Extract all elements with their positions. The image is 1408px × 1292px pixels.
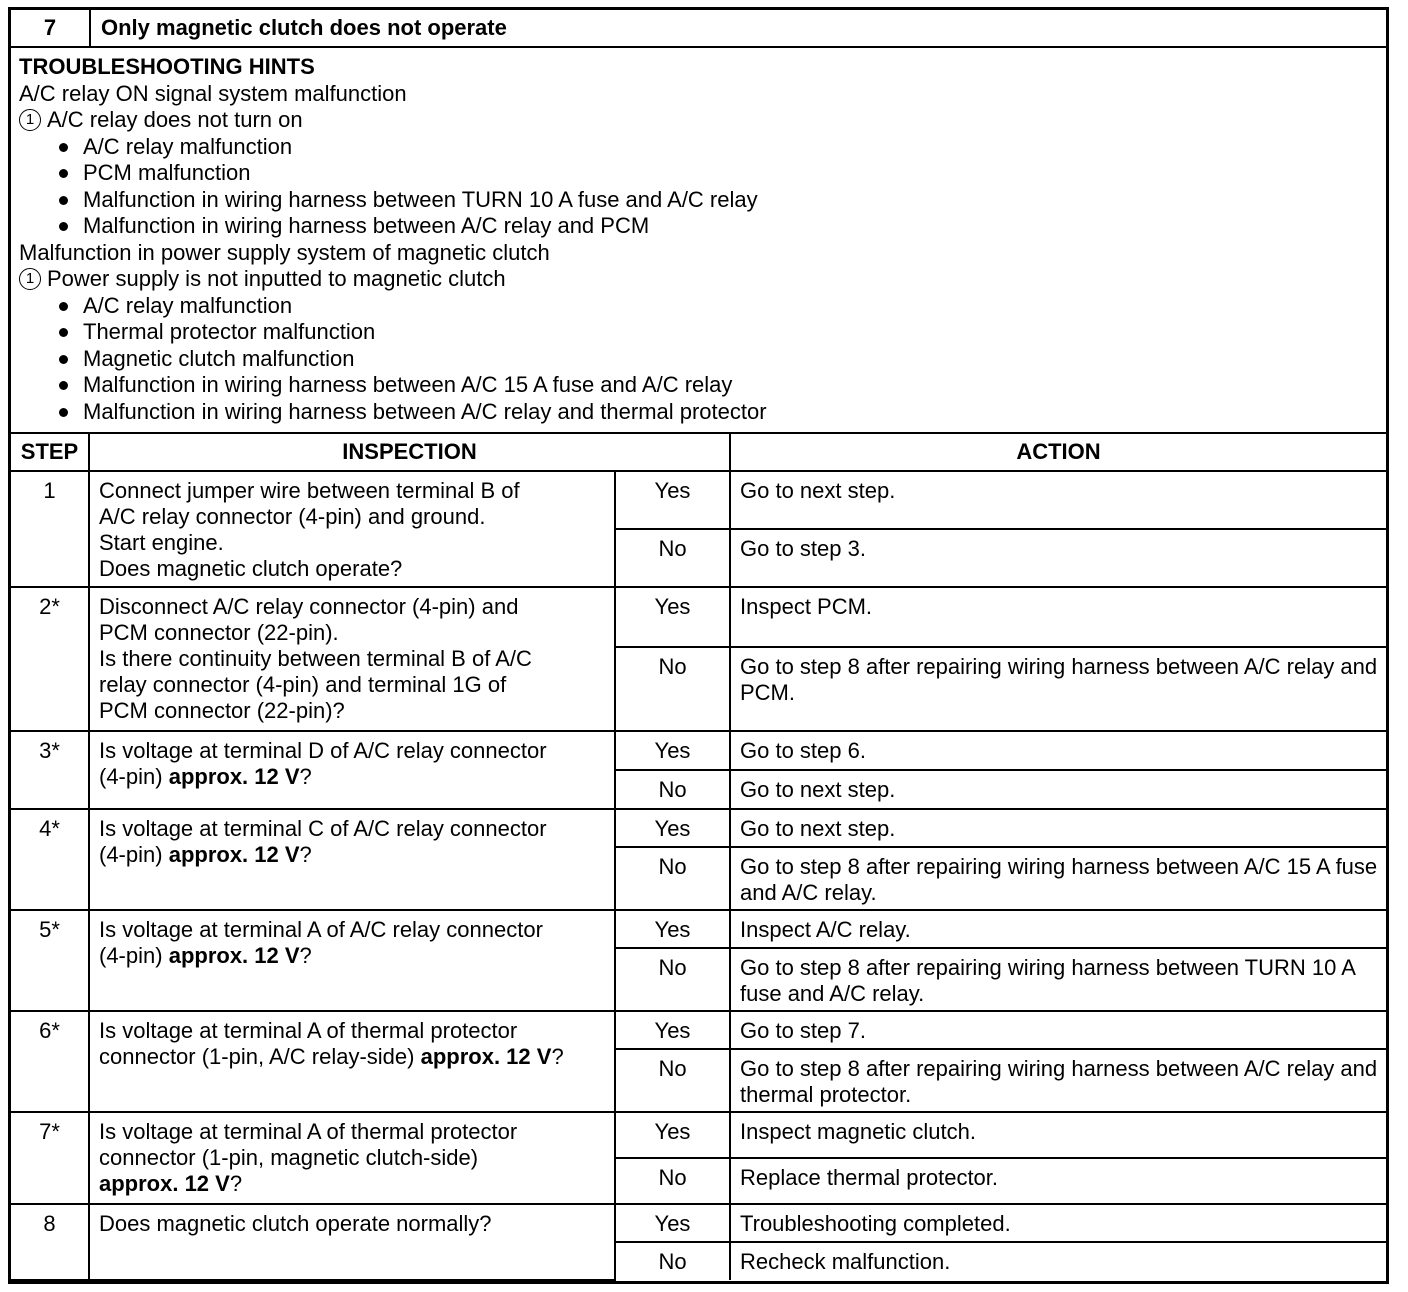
- inspection-line: [99, 1018, 606, 1044]
- yes-label: Yes: [615, 1204, 730, 1242]
- no-action: Go to step 8 after repairing wiring harness between A/C relay and PCM.: [730, 647, 1386, 731]
- table-row: [11, 809, 1386, 847]
- no-label: No: [615, 948, 730, 1011]
- no-label: No: [615, 1158, 730, 1204]
- step-number: 8: [11, 1204, 89, 1280]
- inspection-line: [99, 698, 606, 724]
- hint-item: Thermal protector malfunction: [59, 319, 1378, 346]
- yes-label: Yes: [615, 587, 730, 647]
- inspection-table: [11, 434, 1386, 1281]
- hint-list: [19, 134, 1378, 240]
- step-number: 6*: [11, 1011, 89, 1112]
- no-label: No: [615, 1049, 730, 1112]
- yes-action: Go to next step.: [730, 809, 1386, 847]
- inspection-line: [99, 620, 606, 646]
- inspection-line-text: Is voltage at terminal D of A/C relay connector: [99, 738, 547, 763]
- inspection-line: [99, 816, 606, 842]
- hints-heading: TROUBLESHOOTING HINTS: [19, 54, 315, 79]
- troubleshooting-hints: [11, 48, 1386, 434]
- hint-item: Magnetic clutch malfunction: [59, 346, 1378, 373]
- hint-item: PCM malfunction: [59, 160, 1378, 187]
- yes-action: Go to step 6.: [730, 731, 1386, 770]
- inspection-line-text: Is voltage at terminal A of thermal protector: [99, 1119, 518, 1144]
- action-header: ACTION: [730, 434, 1386, 471]
- inspection-line: [99, 504, 606, 530]
- question-mark: ?: [299, 764, 312, 789]
- hint-subheading: [19, 107, 1378, 134]
- inspection-text: [89, 1112, 615, 1204]
- inspection-line: [99, 1211, 606, 1237]
- inspection-line: [99, 764, 606, 790]
- inspection-header: INSPECTION: [89, 434, 730, 471]
- voltage-spec: approx. 12 V: [168, 842, 300, 867]
- yes-label: Yes: [615, 910, 730, 948]
- inspection-line-text: Does magnetic clutch operate normally?: [99, 1211, 492, 1236]
- yes-action: Inspect magnetic clutch.: [730, 1112, 1386, 1158]
- yes-action: Go to next step.: [730, 471, 1386, 529]
- hint-item: Malfunction in wiring harness between A/C relay and PCM: [59, 213, 1378, 240]
- procedure-number: 7: [11, 10, 91, 46]
- no-action: Go to step 8 after repairing wiring harness between TURN 10 A fuse and A/C relay.: [730, 948, 1386, 1011]
- question-mark: ?: [299, 943, 312, 968]
- no-label: No: [615, 770, 730, 809]
- inspection-text: [89, 731, 615, 809]
- inspection-line: [99, 594, 606, 620]
- inspection-text: [89, 587, 615, 731]
- table-row: [11, 1011, 1386, 1049]
- no-action: Go to step 8 after repairing wiring harness between A/C 15 A fuse and A/C relay.: [730, 847, 1386, 910]
- inspection-line: [99, 943, 606, 969]
- yes-label: Yes: [615, 731, 730, 770]
- inspection-line: [99, 478, 606, 504]
- procedure-title: Only magnetic clutch does not operate: [101, 15, 507, 40]
- inspection-line-text: connector (1-pin, magnetic clutch-side): [99, 1145, 479, 1170]
- inspection-line: [99, 556, 606, 582]
- table-row: [11, 731, 1386, 770]
- yes-action: Go to step 7.: [730, 1011, 1386, 1049]
- table-row: [11, 1204, 1386, 1242]
- inspection-line-text: A/C relay connector (4-pin) and ground.: [99, 504, 486, 529]
- yes-label: Yes: [615, 1011, 730, 1049]
- no-label: No: [615, 529, 730, 587]
- inspection-text: [89, 471, 615, 587]
- inspection-line-text: connector (1-pin, A/C relay-side): [99, 1044, 415, 1069]
- inspection-line: [99, 738, 606, 764]
- step-number: 4*: [11, 809, 89, 910]
- inspection-line-text: (4-pin): [99, 764, 163, 789]
- question-mark: ?: [299, 842, 312, 867]
- yes-action: Troubleshooting completed.: [730, 1204, 1386, 1242]
- step-number: 1: [11, 471, 89, 587]
- inspection-line-text: relay connector (4-pin) and terminal 1G of: [99, 672, 507, 697]
- question-mark: ?: [229, 1171, 243, 1196]
- step-number: 2*: [11, 587, 89, 731]
- inspection-line: [99, 842, 606, 868]
- hint-item: A/C relay malfunction: [59, 134, 1378, 161]
- inspection-line-text: Start engine.: [99, 530, 224, 555]
- step-number: 5*: [11, 910, 89, 1011]
- voltage-spec: approx. 12 V: [168, 943, 300, 968]
- inspection-line: [99, 1145, 606, 1171]
- hint-item: Malfunction in wiring harness between TURN 10 A fuse and A/C relay: [59, 187, 1378, 214]
- no-action: Go to step 3.: [730, 529, 1386, 587]
- inspection-line: [99, 1171, 606, 1197]
- inspection-line: [99, 917, 606, 943]
- inspection-text: [89, 809, 615, 910]
- inspection-line-text: Is voltage at terminal A of A/C relay connector: [99, 917, 543, 942]
- troubleshooting-sheet: [8, 7, 1389, 1284]
- inspection-line-text: Is voltage at terminal C of A/C relay connector: [99, 816, 547, 841]
- hint-group-title: A/C relay ON signal system malfunction: [19, 80, 407, 106]
- table-row: [11, 471, 1386, 529]
- inspection-line-text: Does magnetic clutch operate?: [99, 556, 403, 581]
- hint-item: A/C relay malfunction: [59, 293, 1378, 320]
- inspection-line-text: Connect jumper wire between terminal B of: [99, 478, 520, 503]
- voltage-spec: approx. 12 V: [420, 1044, 552, 1069]
- circled-number-icon: 1: [19, 109, 41, 131]
- step-number: 7*: [11, 1112, 89, 1204]
- no-action: Go to step 8 after repairing wiring harness between A/C relay and thermal protector.: [730, 1049, 1386, 1112]
- inspection-line-text: PCM connector (22-pin)?: [99, 698, 345, 723]
- yes-action: Inspect PCM.: [730, 587, 1386, 647]
- inspection-line: [99, 530, 606, 556]
- inspection-line-text: PCM connector (22-pin).: [99, 620, 339, 645]
- table-row: [11, 1112, 1386, 1158]
- no-action: Replace thermal protector.: [730, 1158, 1386, 1204]
- hint-item: Malfunction in wiring harness between A/C relay and thermal protector: [59, 399, 1378, 426]
- hint-subheading-text: Power supply is not inputted to magnetic clutch: [47, 266, 506, 291]
- table-row: [11, 587, 1386, 647]
- voltage-spec: approx. 12 V: [168, 764, 300, 789]
- inspection-line-text: Is there continuity between terminal B of A/C: [99, 646, 532, 671]
- yes-label: Yes: [615, 1112, 730, 1158]
- hint-list: [19, 293, 1378, 426]
- voltage-spec: approx. 12 V: [99, 1171, 230, 1196]
- no-label: No: [615, 1242, 730, 1280]
- inspection-text: [89, 1204, 615, 1280]
- table-row: [11, 910, 1386, 948]
- step-number: 3*: [11, 731, 89, 809]
- yes-action: Inspect A/C relay.: [730, 910, 1386, 948]
- title-bar: [11, 10, 1386, 48]
- question-mark: ?: [551, 1044, 564, 1069]
- inspection-line: [99, 672, 606, 698]
- hint-item: Malfunction in wiring harness between A/C 15 A fuse and A/C relay: [59, 372, 1378, 399]
- inspection-line-text: Disconnect A/C relay connector (4-pin) and: [99, 594, 519, 619]
- hint-group-title: Malfunction in power supply system of magnetic clutch: [19, 239, 550, 265]
- no-label: No: [615, 847, 730, 910]
- no-action: Recheck malfunction.: [730, 1242, 1386, 1280]
- inspection-text: [89, 910, 615, 1011]
- hint-subheading: [19, 266, 1378, 293]
- circled-number-icon: 1: [19, 268, 41, 290]
- hint-subheading-text: A/C relay does not turn on: [47, 107, 303, 132]
- inspection-line-text: (4-pin): [99, 943, 163, 968]
- inspection-line-text: (4-pin): [99, 842, 163, 867]
- step-header: STEP: [11, 434, 89, 471]
- yes-label: Yes: [615, 471, 730, 529]
- inspection-line: [99, 1119, 606, 1145]
- no-action: Go to next step.: [730, 770, 1386, 809]
- table-header-row: [11, 434, 1386, 471]
- inspection-line: [99, 646, 606, 672]
- yes-label: Yes: [615, 809, 730, 847]
- no-label: No: [615, 647, 730, 731]
- inspection-text: [89, 1011, 615, 1112]
- inspection-line-text: Is voltage at terminal A of thermal protector: [99, 1018, 518, 1043]
- inspection-line: [99, 1044, 606, 1070]
